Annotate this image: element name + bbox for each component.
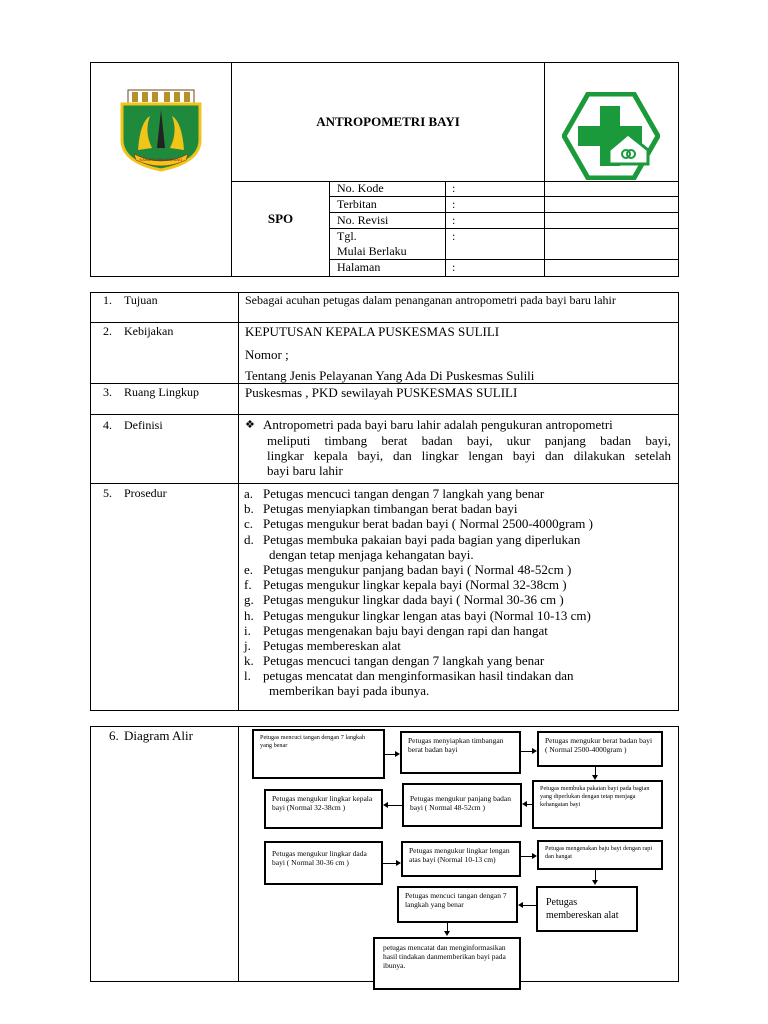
definisi-line1: Antropometri pada bayi baru lahir adalah pengukuran antropometri xyxy=(263,417,613,432)
flow-box-measure-head: Petugas mengukur lingkar kepala bayi (Normal 32-38cm ) xyxy=(264,789,383,829)
prosedur-item-key: d. xyxy=(244,531,254,547)
definisi-bullet: ❖ xyxy=(245,419,255,431)
prosedur-item-text: memberikan bayi pada ibunya. xyxy=(269,683,430,699)
definisi-line3: lingkar kepala bayi, dan lingkar lengan bayi dan dilakukan setelah xyxy=(267,448,671,463)
prosedur-item xyxy=(244,608,676,623)
section-tujuan-text: Sebagai acuhan petugas dalam penanganan antropometri pada bayi baru lahir xyxy=(245,293,616,307)
prosedur-list xyxy=(244,486,676,699)
prosedur-item xyxy=(244,562,676,577)
prosedur-item-text: Petugas mengenakan baju bayi dengan rapi dan hangat xyxy=(263,622,548,638)
prosedur-item-key: c. xyxy=(244,516,254,532)
meta-tgl-colon: : xyxy=(452,229,456,243)
prosedur-item xyxy=(244,532,676,547)
section-diagram-label: Diagram Alir xyxy=(124,728,193,743)
meta-revisi-colon: : xyxy=(452,213,456,227)
prosedur-item xyxy=(244,638,676,653)
flow-box-undress: Petugas membuka pakaian bayi pada bagian yang diperlukan dengan tetap menjaga kehangatan bayi xyxy=(532,780,663,829)
prosedur-item-key: k. xyxy=(244,653,254,669)
prosedur-item-text: Petugas mengukur lingkar lengan atas bayi (Normal 10-13 cm) xyxy=(263,607,591,623)
prosedur-item-text: Petugas membereskan alat xyxy=(263,637,401,653)
meta-kode-label: No. Kode xyxy=(337,181,384,195)
prosedur-item-key: f. xyxy=(244,577,252,593)
prosedur-item xyxy=(244,653,676,668)
kebijakan-line1: KEPUTUSAN KEPALA PUSKESMAS SULILI xyxy=(245,324,500,339)
section-ruang-label: Ruang Lingkup xyxy=(124,385,199,399)
prosedur-item xyxy=(244,623,676,638)
prosedur-item xyxy=(244,668,676,683)
flow-box-tidy: Petugas membereskan alat xyxy=(536,886,638,932)
svg-text:KABUPATEN PINRANG: KABUPATEN PINRANG xyxy=(139,157,183,162)
prosedur-item-key: i. xyxy=(244,622,251,638)
prosedur-item xyxy=(244,516,676,531)
section-diagram-num: 6. xyxy=(109,728,119,743)
prosedur-item-text: Petugas mencuci tangan dengan 7 langkah yang benar xyxy=(263,486,545,501)
flow-box-measure-weight: Petugas mengukur berat badan bayi ( Normal 2500-4000gram ) xyxy=(537,731,663,767)
prosedur-item-text: Petugas mencuci tangan dengan 7 langkah yang benar xyxy=(263,653,545,669)
prosedur-item xyxy=(244,577,676,592)
prosedur-item-key: e. xyxy=(244,561,254,577)
prosedur-item-text: dengan tetap menjaga kehangatan bayi. xyxy=(269,546,474,562)
meta-halaman-colon: : xyxy=(452,260,456,274)
prosedur-item-text: Petugas menyiapkan timbangan berat badan bayi xyxy=(263,501,518,517)
prosedur-item xyxy=(244,592,676,607)
flow-box-record-inform: petugas mencatat dan menginformasikan hasil tindakan danmemberikan bayi pada ibunya. xyxy=(373,937,521,990)
section-tujuan-label: Tujuan xyxy=(124,293,158,307)
meta-halaman-label: Halaman xyxy=(337,260,381,274)
kebijakan-line3: Tentang Jenis Pelayanan Yang Ada Di Puskesmas Sulili xyxy=(245,368,535,383)
definisi-line2: meliputi timbang berat badan bayi, ukur panjang badan bayi, xyxy=(267,433,671,448)
prosedur-item-key: g. xyxy=(244,592,254,608)
puskesmas-logo xyxy=(562,92,660,180)
flow-box-wash-hands: Petugas mencuci tangan dengan 7 langkah yang benar xyxy=(252,729,385,779)
prosedur-item xyxy=(244,501,676,516)
flow-box-measure-length: Petugas mengukur panjang badan bayi ( Normal 48-52cm ) xyxy=(402,783,522,827)
prosedur-item-text: Petugas mengukur lingkar dada bayi ( Normal 30-36 cm ) xyxy=(263,592,564,608)
prosedur-item-key: h. xyxy=(244,607,254,623)
meta-terbitan-colon: : xyxy=(452,197,456,211)
prosedur-item-text: Petugas membuka pakaian bayi pada bagian yang diperlukan xyxy=(263,531,581,547)
kebijakan-line2: Nomor ; xyxy=(245,347,289,362)
definisi-line4: bayi baru lahir xyxy=(267,463,343,478)
prosedur-item-text: petugas mencatat dan menginformasikan hasil tindakan dan xyxy=(263,668,574,684)
section-definisi-label: Definisi xyxy=(124,418,163,432)
section-ruang-num: 3. xyxy=(103,385,112,399)
prosedur-item-key: l. xyxy=(244,668,251,684)
meta-tgl-label: Tgl. xyxy=(337,229,357,243)
prosedur-item xyxy=(244,683,676,698)
prosedur-item-key: b. xyxy=(244,501,254,517)
section-prosedur-label: Prosedur xyxy=(124,486,167,500)
section-tujuan-num: 1. xyxy=(103,293,112,307)
meta-terbitan-label: Terbitan xyxy=(337,197,377,211)
prosedur-item-text: Petugas mengukur lingkar kepala bayi (Normal 32-38cm ) xyxy=(263,577,567,593)
flow-box-prepare-scale: Petugas menyiapkan timbangan berat badan bayi xyxy=(400,731,521,774)
section-definisi-num: 4. xyxy=(103,418,112,432)
meta-kode-colon: : xyxy=(452,181,456,195)
document-title: ANTROPOMETRI BAYI xyxy=(316,114,460,129)
prosedur-item-key: a. xyxy=(244,486,254,501)
prosedur-item-text: Petugas mengukur panjang badan bayi ( Normal 48-52cm ) xyxy=(263,561,572,577)
prosedur-item-text: Petugas mengukur berat badan bayi ( Normal 2500-4000gram ) xyxy=(263,516,593,532)
ruang-text: Puskesmas , PKD sewilayah PUSKESMAS SULILI xyxy=(245,385,518,400)
flow-box-measure-arm: Petugas mengukur lingkar lengan atas bayi (Normal 10-13 cm) xyxy=(401,841,521,877)
flow-box-wash-hands-2: Petugas mencuci tangan dengan 7 langkah yang benar xyxy=(397,886,518,923)
meta-revisi-label: No. Revisi xyxy=(337,213,389,227)
section-kebijakan-label: Kebijakan xyxy=(124,324,174,338)
spo-label: SPO xyxy=(267,211,294,226)
prosedur-item xyxy=(244,486,676,501)
section-prosedur-num: 5. xyxy=(103,486,112,500)
section-kebijakan-num: 2. xyxy=(103,324,112,338)
prosedur-item-key: j. xyxy=(244,637,251,653)
flow-box-measure-chest: Petugas mengukur lingkar dada bayi ( Normal 30-36 cm ) xyxy=(264,841,383,885)
prosedur-item xyxy=(244,547,676,562)
meta-tgl-label2: Mulai Berlaku xyxy=(337,244,407,258)
flow-box-dress: Petugas mengenakan baju bayi dengan rapi dan hangat xyxy=(537,840,663,870)
kabupaten-logo xyxy=(118,88,204,172)
